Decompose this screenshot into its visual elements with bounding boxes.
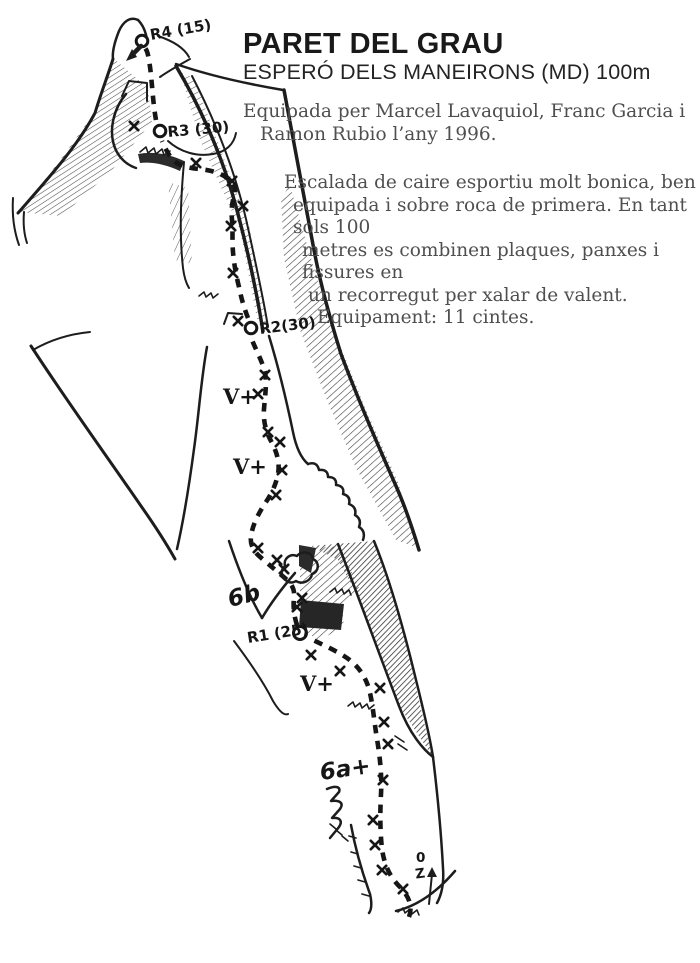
belay-label-r2: R2(30): [258, 313, 317, 338]
grade-label-pitch3-upper: V+: [233, 454, 267, 479]
bolt-x-icon: [399, 885, 407, 893]
bolt-x-icon: [380, 718, 388, 726]
bolt-x-icon: [369, 816, 377, 824]
belay-label-r1: R1 (25): [245, 619, 310, 647]
grade-label-pitch4: V+: [223, 384, 257, 409]
belay-label-r4: R4 (15): [148, 15, 213, 44]
bolt-x-icon: [376, 684, 384, 692]
bolt-x-icon: [192, 159, 200, 167]
bolt-x-icon: [336, 667, 344, 675]
bolt-x-icon: [371, 841, 379, 849]
bolt-x-icon: [307, 651, 315, 659]
credit-line-2: Ramon Rubio l’any 1996.: [260, 124, 497, 145]
description-line-2: equipada i sobre roca de primera. En tant sols 100: [293, 194, 687, 238]
bolt-x-icon: [254, 544, 262, 552]
belay-ring-r3-icon: [154, 125, 166, 137]
belay-label-r3: R3 (30): [166, 117, 230, 141]
equippers-credit: [243, 100, 685, 146]
start-marker-bottom-glyph: Z: [414, 865, 427, 883]
route-start-marker: [414, 850, 437, 904]
grade-label-pitch2: V+: [300, 671, 334, 696]
bolt-x-icon: [272, 491, 280, 499]
description-line-3: metres es combinen plaques, panxes i fissures en: [302, 239, 660, 283]
bolt-x-icon: [234, 317, 242, 325]
grade-label-pitch1: 6a+: [318, 753, 373, 786]
description-line-5: Equipament: 11 cintes.: [317, 307, 535, 328]
bolt-x-icon: [273, 556, 281, 564]
page-title: PARET DEL GRAU: [243, 28, 504, 60]
description-line-1: Escalada de caire esportiu molt bonica, ben: [284, 172, 696, 193]
bolt-x-icon: [384, 740, 392, 748]
grade-label-pitch3-crux: 6b: [225, 579, 263, 613]
route-description: [284, 172, 700, 330]
rappel-arrow-icon: [126, 46, 141, 61]
bolt-x-icon: [378, 866, 386, 874]
start-marker-top-glyph: 0: [416, 850, 426, 866]
credit-line-1: Equipada per Marcel Lavaquiol, Franc Garcia i: [243, 101, 686, 122]
page-subtitle: ESPERÓ DELS MANEIRONS (MD) 100m: [243, 60, 651, 84]
description-line-4: un recorregut per xalar de valent.: [308, 284, 628, 306]
belay-ring-r2-icon: [245, 322, 257, 334]
bolt-x-icon: [276, 438, 284, 446]
bolt-x-icon: [229, 269, 237, 277]
